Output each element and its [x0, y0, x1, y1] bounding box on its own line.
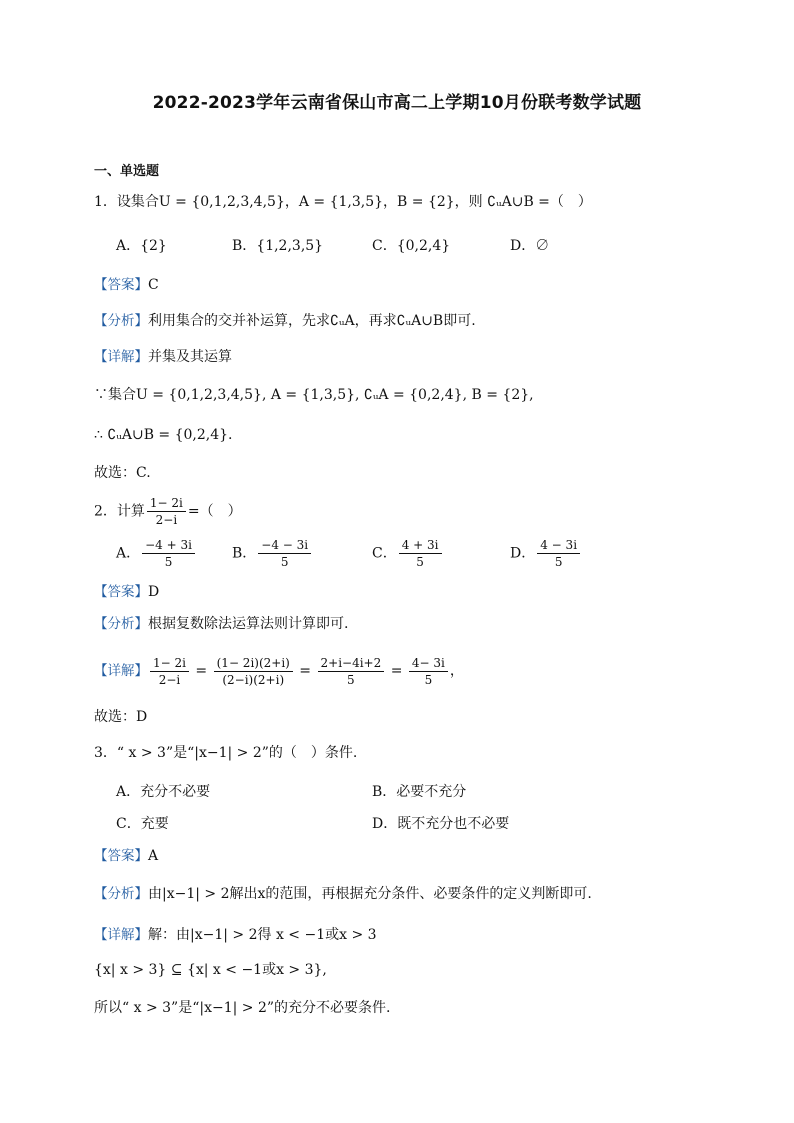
detail-fraction-4: [409, 656, 448, 687]
option-label: B．: [232, 545, 257, 562]
q2-analysis-row: [94, 614, 348, 634]
fraction-denominator: 5: [280, 555, 289, 569]
q2-option-d: [510, 538, 582, 569]
q3-stem: 3．“ x > 3”是“|x−1| > 2”的（ ）条件.: [94, 745, 358, 761]
q2-answer-row: [94, 582, 159, 602]
option-fraction: [399, 538, 442, 569]
fraction-numerator: 1− 2i: [147, 496, 186, 512]
analysis-label: 【分析】: [94, 886, 148, 902]
q1-answer-row: [94, 275, 159, 295]
fraction-denominator: 5: [347, 672, 355, 687]
fraction-denominator: (2−i)(2+i): [222, 672, 285, 687]
analysis-label: 【分析】: [94, 313, 148, 329]
q1-stem: 1．设集合U = {0,1,2,3,4,5}，A = {1,3,5}，B = {2}，则 ∁ᵤA∪B =（ ）: [94, 194, 592, 210]
q1-detail: 并集及其运算: [148, 349, 232, 365]
detail-fraction-2: [214, 656, 293, 687]
q2-stem: [94, 496, 242, 527]
q3-option-d: D．既不充分也不必要: [372, 816, 510, 832]
detail-label: 【详解】: [94, 349, 148, 365]
q2-choice: 故选：D: [94, 709, 148, 725]
q2-option-c: [372, 538, 444, 569]
q1-option-c: C．{0,2,4}: [372, 238, 451, 254]
q1-detail-row: [94, 347, 232, 367]
fraction-numerator: 4 − 3i: [537, 538, 580, 554]
fraction-denominator: 2−i: [155, 513, 178, 527]
q2-answer: D: [148, 584, 160, 600]
q3-option-b: B．必要不充分: [372, 784, 467, 800]
detail-fraction-3: [318, 656, 385, 687]
q3-answer-row: [94, 846, 158, 866]
option-label: A．: [116, 545, 141, 562]
q2-stem-prefix: 2．计算: [94, 503, 145, 520]
fraction-denominator: 5: [424, 672, 433, 687]
fraction-numerator: 4− 3i: [409, 656, 448, 672]
fraction-denominator: 5: [164, 555, 173, 569]
q3-analysis: 由|x−1| > 2解出x的范围，再根据充分条件、必要条件的定义判断即可.: [148, 886, 592, 902]
q1-step-1: ∵集合U = {0,1,2,3,4,5}, A = {1,3,5}, ∁ᵤA = {0,2,4}, B = {2},: [94, 387, 534, 403]
option-fraction: [258, 538, 311, 569]
q3-analysis-row: [94, 884, 592, 904]
q2-stem-fraction: [147, 496, 186, 527]
q2-option-b: [232, 538, 313, 569]
q1-analysis-row: [94, 311, 476, 331]
q2-detail-row: 【详解】 $\frac{1- 2i}{2-i}$ = $\frac{(1- 2i)(2+i)}{(2-i)(2+i)}$ = $\frac{2+i-4i+2}{5}$ = $\frac{4- 3i}{5}$ ，: [94, 655, 464, 687]
q3-option-c: C．充要: [116, 816, 169, 832]
answer-label: 【答案】: [94, 848, 148, 864]
q3-option-a: A．充分不必要: [116, 784, 211, 800]
q1-option-b: B．{1,2,3,5}: [232, 238, 324, 254]
q1-step-2: ∴ ∁ᵤA∪B = {0,2,4}.: [94, 427, 233, 443]
answer-label: 【答案】: [94, 584, 148, 600]
q3-step-1: {x| x > 3} ⊆ {x| x < −1或x > 3},: [94, 962, 327, 978]
q2-stem-suffix: =（ ）: [187, 503, 242, 520]
fraction-numerator: 4 + 3i: [399, 538, 442, 554]
fraction-denominator: 5: [554, 555, 563, 569]
fraction-numerator: 1− 2i: [150, 656, 189, 672]
fraction-denominator: 5: [416, 555, 424, 569]
option-label: C．: [372, 545, 397, 562]
q1-option-a: A．{2}: [116, 238, 167, 254]
fraction-numerator: (1− 2i)(2+i): [214, 656, 293, 672]
option-label: D．: [510, 545, 536, 562]
fraction-numerator: −4 − 3i: [258, 538, 311, 554]
q3-conclusion: 所以“ x > 3”是“|x−1| > 2”的充分不必要条件.: [94, 1000, 391, 1016]
q2-option-a: [116, 538, 197, 569]
q1-analysis: 利用集合的交并补运算，先求∁ᵤA，再求∁ᵤA∪B即可.: [148, 313, 476, 329]
option-fraction: [142, 538, 195, 569]
detail-label: 【详解】: [94, 663, 148, 679]
analysis-label: 【分析】: [94, 616, 148, 632]
section-heading: 一、单选题: [94, 164, 160, 179]
fraction-numerator: −4 + 3i: [142, 538, 195, 554]
q3-detail: 解：由|x−1| > 2得 x < −1或x > 3: [148, 927, 377, 943]
q1-option-d: D．∅: [510, 238, 550, 254]
answer-label: 【答案】: [94, 277, 148, 293]
document-title: 2022-2023学年云南省保山市高二上学期10月份联考数学试题: [152, 93, 642, 113]
option-fraction: [537, 538, 580, 569]
q3-detail-row: [94, 925, 377, 945]
q1-choice: 故选：C.: [94, 465, 151, 481]
q3-answer: A: [148, 848, 159, 864]
q2-analysis: 根据复数除法运算法则计算即可.: [148, 616, 349, 632]
fraction-numerator: 2+i−4i+2: [318, 656, 385, 672]
q1-answer: C: [148, 277, 159, 293]
detail-label: 【详解】: [94, 927, 148, 943]
fraction-denominator: 2−i: [158, 672, 181, 687]
detail-fraction-1: [150, 656, 189, 687]
